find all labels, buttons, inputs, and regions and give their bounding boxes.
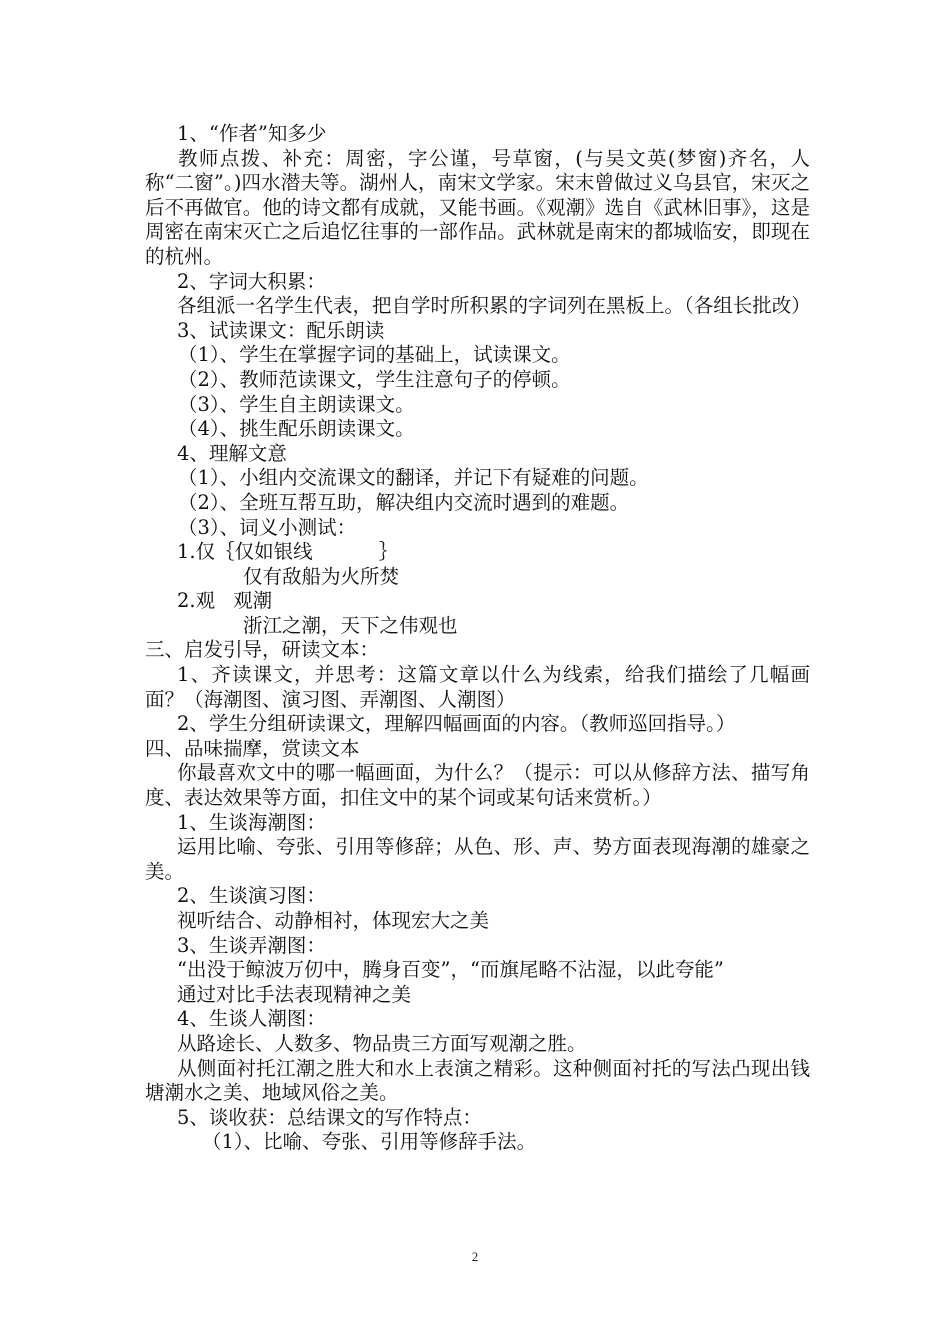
quiz-jin-brace: ｝ <box>378 540 399 564</box>
list-item: （1）、小组内交流课文的翻译，并记下有疑难的问题。 <box>178 466 649 490</box>
quiz-guan-label: 2.观 <box>177 589 216 613</box>
paragraph-contrast: 从侧面衬托江潮之胜大和水上表演之精彩。这种侧面衬托的写法凸现出钱塘潮水之美、地域风俗之美。 <box>145 1056 810 1105</box>
list-item: （2）、全班互帮互助，解决组内交流时遇到的难题。 <box>178 490 630 514</box>
heading-harvest: 5、谈收获：总结课文的写作特点： <box>177 1105 482 1129</box>
paragraph-sea-tide: 运用比喻、夸张、引用等修辞；从色、形、声、势方面表现海潮的雄豪之美。 <box>145 835 810 883</box>
heading-sea-tide: 1、生谈海潮图： <box>177 810 326 834</box>
paragraph-author: 教师点拨、补充：周密，字公谨，号草窗，(与吴文英(梦窗)齐名，人称“二窗”。)四水潜夫等。湖州人，南宋文学家。宋末曾做过义乌县官，宋灭之后不再做官。他的诗文都有成就，又能书画。《观潮》选自《武林旧事》，这是周密在南宋灭亡之后追忆往事的一部作品。武林就是南宋的都城临安，即现在的杭州。 <box>145 146 810 268</box>
heading-reading: 3、试读课文：配乐朗读 <box>177 318 385 342</box>
heading-understanding: 4、理解文意 <box>177 441 287 465</box>
paragraph-tide-play: 通过对比手法表现精神之美 <box>177 982 412 1006</box>
list-item: （3）、学生自主朗读课文。 <box>178 392 415 416</box>
list-item: （1）、比喻、夸张、引用等修辞手法。 <box>202 1130 537 1154</box>
paragraph-favorite: 你最喜欢文中的哪一幅画面，为什么？（提示：可以从修辞方法、描写角度、表达效果等方面，扣住文中的某个词或某句话来赏析。） <box>145 761 810 810</box>
heading-crowd: 4、生谈人潮图： <box>177 1007 326 1031</box>
list-item: （1）、学生在掌握字词的基础上，试读课文。 <box>178 343 571 367</box>
paragraph-group-study: 2、学生分组研读课文，理解四幅画面的内容。（教师巡回指导。） <box>177 712 736 736</box>
page-number: 2 <box>471 1249 479 1264</box>
quiz-jin-example: 仅有敌船为火所焚 <box>243 564 400 588</box>
quiz-guan-example-2: 浙江之潮，天下之伟观也 <box>243 613 458 637</box>
paragraph-vocab: 各组派一名学生代表，把自学时所积累的字词列在黑板上。（各组长批改） <box>177 294 811 318</box>
heading-author: 1、“作者”知多少 <box>177 122 327 145</box>
heading-tide-play: 3、生谈弄潮图： <box>177 933 326 957</box>
paragraph-question: 1、齐读课文，并思考：这篇文章以什么为线索，给我们描绘了几幅画面？（海潮图、演习图、弄潮图、人潮图） <box>145 663 810 711</box>
section-heading-4: 四、品味揣摩，赏读文本 <box>145 736 360 760</box>
section-heading-3: 三、启发引导，研读文本： <box>145 638 380 662</box>
list-item: （2）、教师范读课文，学生注意句子的停顿。 <box>178 367 571 391</box>
quiz-item-jin <box>145 540 810 565</box>
heading-vocab: 2、字词大积累： <box>177 269 326 293</box>
document-body <box>145 122 810 1155</box>
heading-drill: 2、生谈演习图： <box>177 884 326 908</box>
quiz-item-guan <box>145 589 810 614</box>
paragraph-drill: 视听结合、动静相衬，体现宏大之美 <box>177 909 490 932</box>
quiz-jin-label: 1.仅｛仅如银线 <box>177 540 313 564</box>
quiz-guan-example-1: 观潮 <box>233 589 273 613</box>
paragraph-crowd: 从路途长、人数多、物品贵三方面写观潮之胜。 <box>177 1031 587 1055</box>
list-item: （3）、词义小测试： <box>178 515 357 539</box>
list-item: （4）、挑生配乐朗读课文。 <box>178 417 415 441</box>
paragraph-tide-play-quote: “出没于鲸波万仞中，腾身百变”，“而旗尾略不沾湿，以此夸能” <box>177 958 724 982</box>
